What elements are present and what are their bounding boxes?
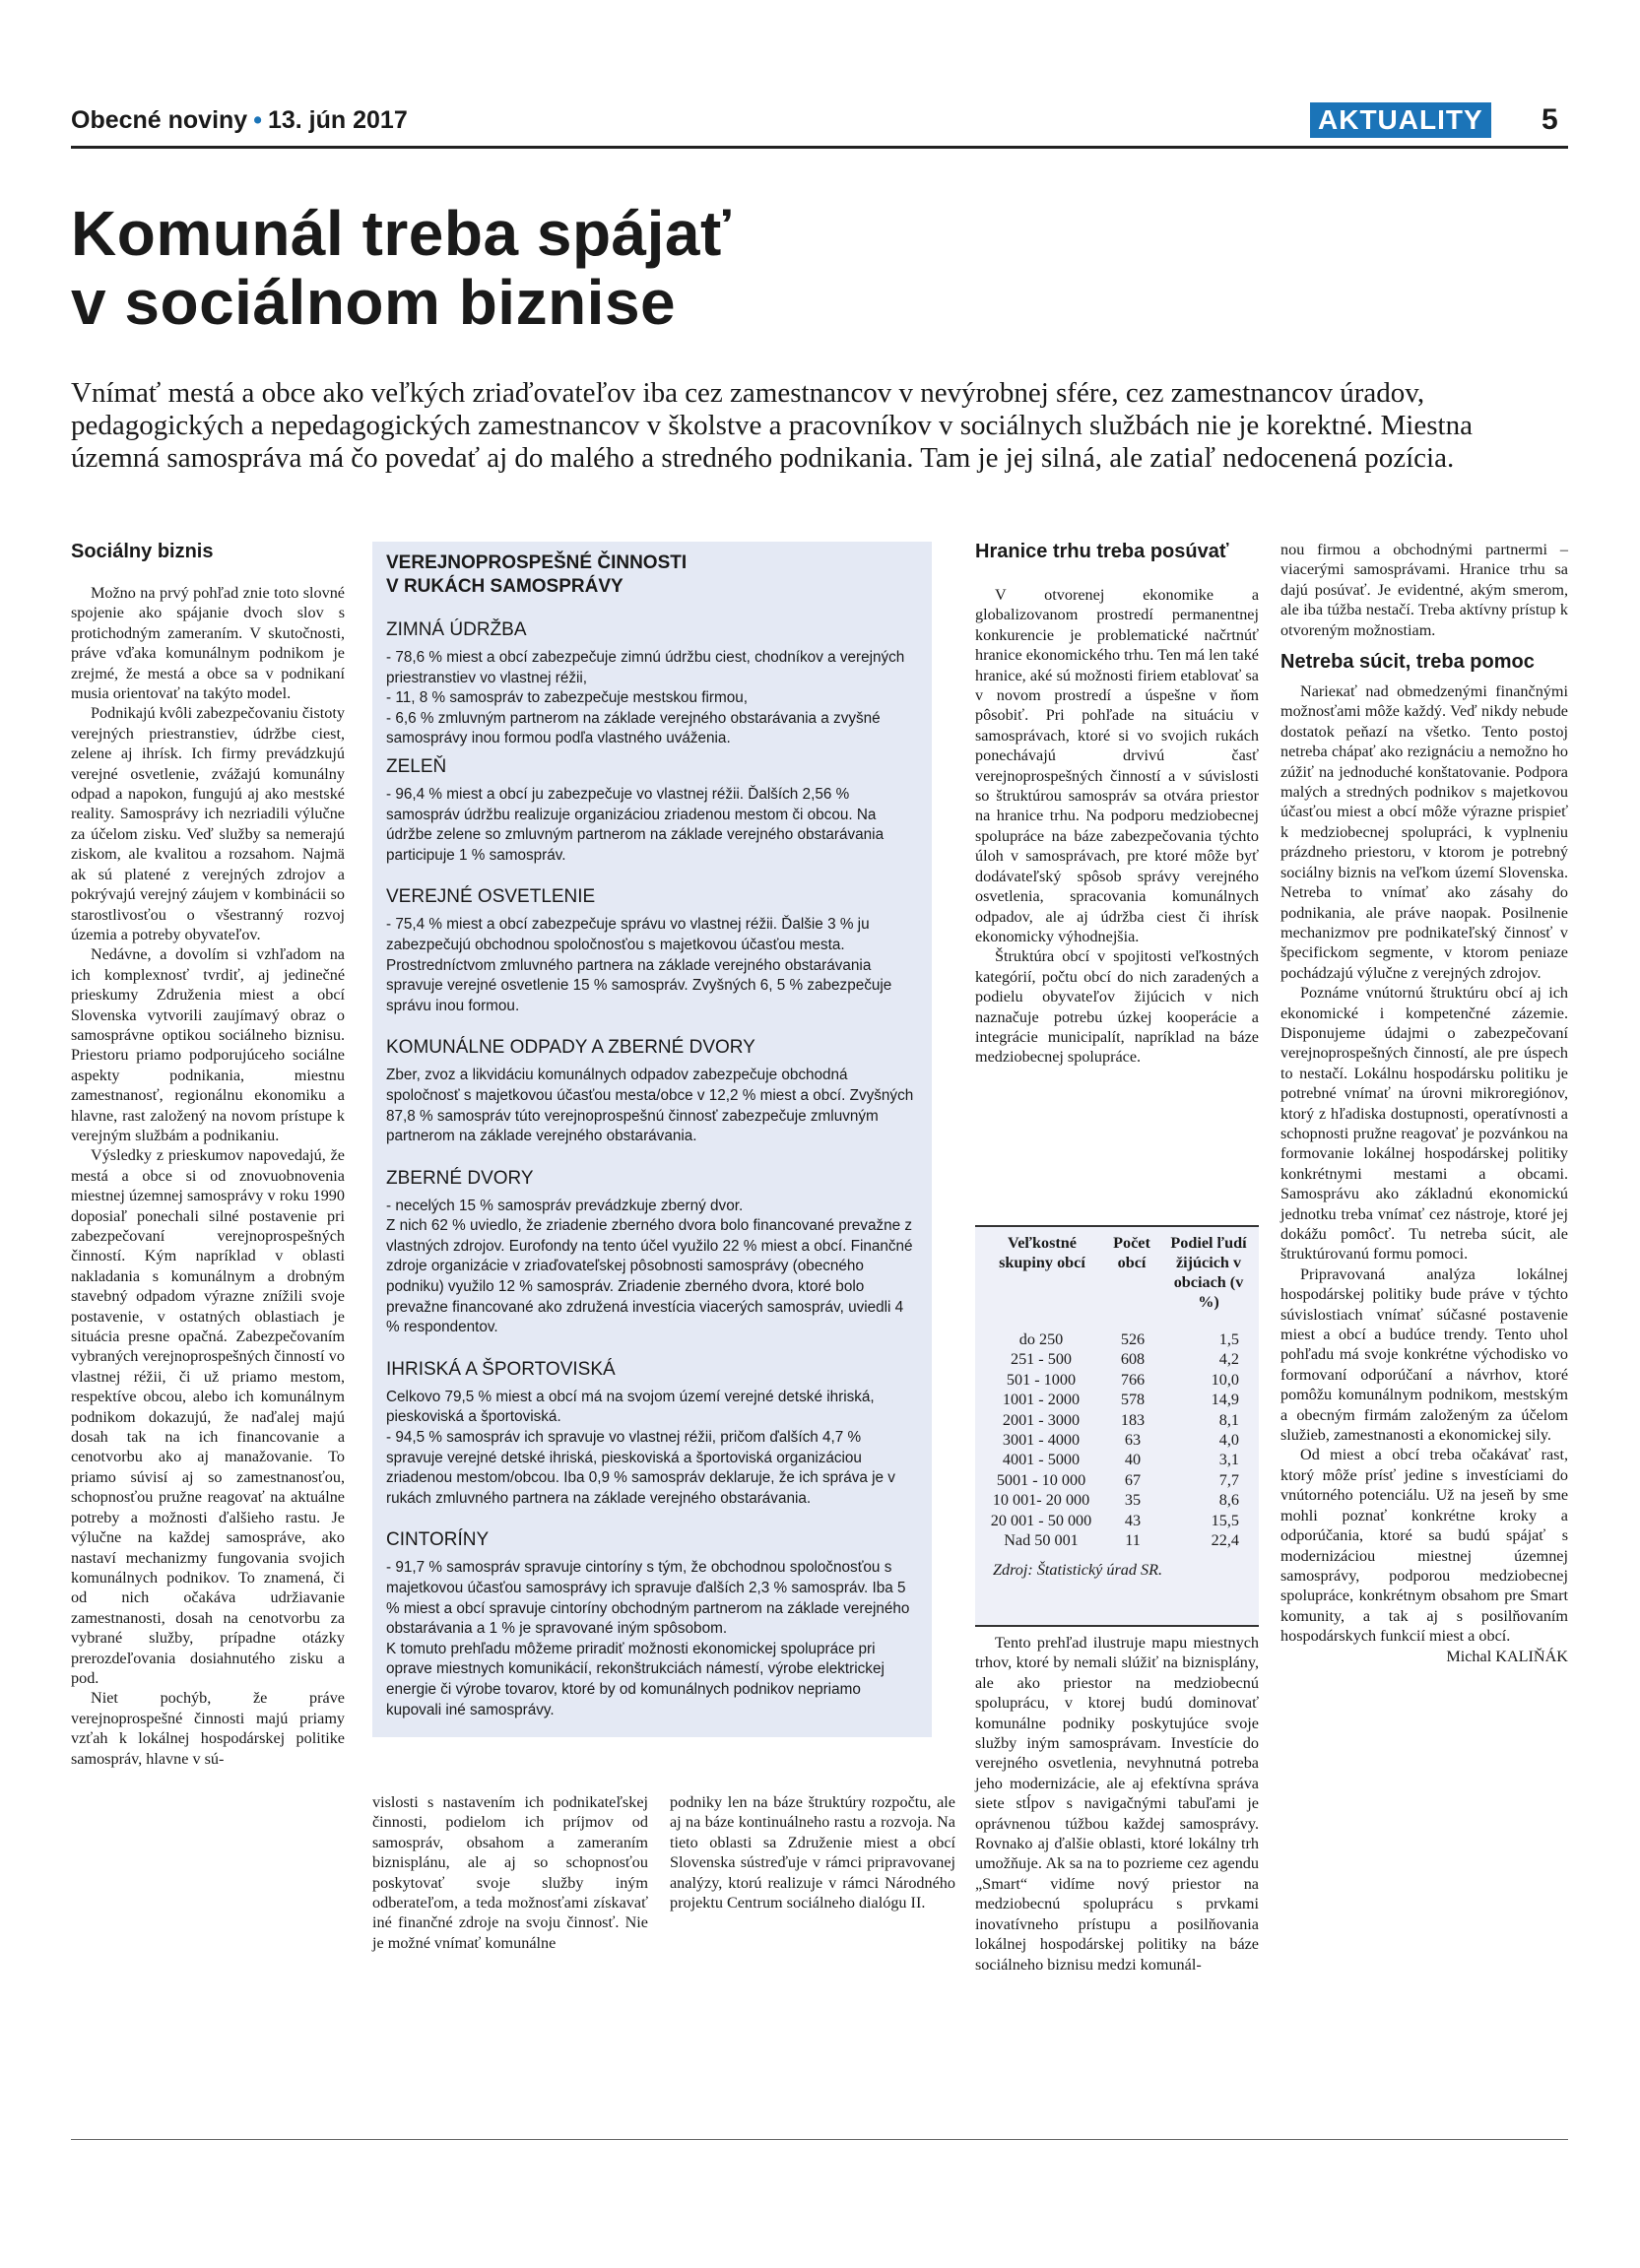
paragraph: Poznáme vnútornú štruktúru obcí aj ich ekonomické i kompetenčné zázemie. Disponujeme údajmi o zabezpečovaní verejnoprospešných činností, ale pre úspech to nestačí. Lokálnu hospodársku politiku je potrebné vnímať na úrovni mikroregiónov, ktorý z hľadiska dostupnosti, operatívnosti a schopnosti pružne reagovať je pozvánkou na formovanie lokálnej hospodárskej politiky konkrétnymi mestami a obcami. Samosprávu ako základnú ekonomickú jednotku treba vnímať cez nástroje, ktoré jej dokážu pomôcť. Tu netreba súcit, ale štruktúrovanú formu pomoci. [1280, 984, 1568, 1264]
box-section-title: IHRISKÁ A ŠPORTOVISKÁ [386, 1358, 616, 1380]
table-row [975, 1490, 1259, 1510]
table-cell: 4,2 [1218, 1350, 1239, 1369]
paragraph: Tento prehľad ilustruje mapu miestnych trhov, ktoré by nemali slúžiť na biznisplány, ale ako priestor na medziobecnú spoluprácu, v ktorej budú dominovať komunálne podniky poskytujúce svoje služby iným samosprávam. Investície do verejného osvetlenia, nevyhnutná potreba jeho modernizácie, ale aj efektívna správa siete stĺpov s navigačnými tabuľami je oprávnenou túžbou každej samosprávy. Rovnako aj ďalšie oblasti, ktoré lokálny trh umožňuje. Ak sa na to pozrieme cez agendu „Smart“ vidíme nový priestor na medziobecnú spoluprácu s prvkami inovatívneho prístupu a posilňovania lokálnej hospodárskej politiky na báze sociálneho biznisu medzi komunál- [975, 1634, 1259, 1974]
headline-line-1: Komunál treba spájať [71, 198, 732, 269]
table-header-cell: Podiel ľudí žijúcich v obciach (v %) [1170, 1234, 1247, 1311]
table-cell: 183 [1120, 1410, 1146, 1429]
paragraph: Podnikajú kvôli zabezpečovaniu čistoty verejných priestranstiev, údržbe ciest, zelene aj ihrísk. Ich firmy prevádzkujú verejné osvetlenie, zvážajú komunálny odpad a napokon, fungujú aj ako mestské reality. Samosprávy ich nezriadili výlučne za účelom zisku. Veď služby sa nemerajú ziskom, ale kvalitou a rozsahom. Najmä ak sú platené z verejných zdrojov a pokrývajú verejný záujem v kombinácii so starostlivosťou o všestranný rozvoj územia a potreby obyvateľov. [71, 704, 345, 943]
column-4-bottom [975, 1633, 1259, 1975]
table-source: Zdroj: Štatistický úrad SR. [993, 1561, 1163, 1580]
box-item: Z nich 62 % uviedlo, že zriadenie zberného dvora bolo financované prevažne z vlastných zdrojov. Eurofondy na tento účel využilo 22 % miest a obcí. Finančné zdroje organizácie v zriaďovateľskej pôsobnosti samosprávy (obecného podniku) využilo 12 % samospráv. Zriadenie zberného dvora, ktoré bolo prevažne financované ako združená investícia viacerých samospráv, uviedli 4 % respondentov. [386, 1217, 913, 1336]
subhead-socialny-biznis: Sociálny biznis [71, 541, 214, 562]
table-body [975, 1329, 1259, 1550]
table-cell: 10,0 [1211, 1370, 1239, 1389]
box-item: - 75,4 % miest a obcí zabezpečuje správu vo vlastnej réžii. Ďalšie 3 % ju zabezpečujú obchodnou spoločnosťou s majetkovou účasťou mesta. Prostredníctvom zmluvného partnera na základe verejného obstarávania spravuje verejné osvetlenie 15 % samospráv. Zvyšných 6, 5 % zabezpečuje správu inou formou. [386, 916, 892, 1014]
column-1 [71, 540, 345, 1769]
table-cell: 43 [1124, 1511, 1142, 1529]
column-2-bottom [372, 1792, 648, 1953]
subhead-netreba-sucit: Netreba súcit, treba pomoc [1280, 651, 1535, 674]
table-row [975, 1450, 1259, 1469]
paragraph: Niet pochýb, že práve verejnoprospešné činnosti majú priamy vzťah k lokálnej hospodárskej politike samospráv, hlavne v sú- [71, 1689, 345, 1768]
box-section-title: ZBERNÉ DVORY [386, 1167, 534, 1189]
box-item: K tomuto prehľadu môžeme priradiť možnosti ekonomickej spolupráce pri oprave miestnych komunikácií, rekonštrukciách námestí, výrobe elektrickej energie či výrobe tovarov, ktoré by od komunálnych podnikov nepriamo kupovali iné samosprávy. [386, 1640, 885, 1718]
table-row [975, 1530, 1259, 1550]
publication-name: Obecné noviny [71, 106, 248, 134]
box-item: - 11, 8 % samospráv to zabezpečuje mestskou firmou, [386, 689, 749, 707]
table-cell: 63 [1124, 1431, 1142, 1450]
box-item: Celkovo 79,5 % miest a obcí má na svojom území verejné detské ihriská, pieskoviská a športoviská. [386, 1388, 875, 1426]
info-box-title [386, 551, 920, 599]
table-cell: 766 [1120, 1370, 1146, 1389]
paragraph: Výsledky z prieskumov napovedajú, že mestá a obce si od znovuobnovenia miestnej územnej samosprávy v roku 1990 doposiaľ ponechali silné postavenie pri zabezpečovaní verejnoprospešných činností. Kým napríklad v oblasti nakladania s komunálnym a drobným stavebný odpadom výrazne znížili svoje postavenie, v ostatných oblastiach je situácia presne opačná. Zabezpečovaním vybraných verejnoprospešných činností vo vlastnej réžii, či už priamo mestom, respektíve obcou, alebo ich komunálnym podnikom dokazujú, že naďalej majú dosah tak na ich financovanie a cenotvorbu ako aj manažovanie. To priamo súvisí aj so zamestnanosťou, schopnosťou pružne reagovať na aktuálne potreby a možnosti ďalšieho rastu. Je výlučne na každej samospráve, ako nastaví mechanizmy fungovania svojich komunálnych podnikov. To znamená, či od nich očakáva udržiavanie zamestnanosti, dosah na cenotvorbu za vybrané služby, prípadne otázky prerozdeľovania dosiahnutého zisku a pod. [71, 1146, 345, 1687]
box-item: - necelých 15 % samospráv prevádzkuje zberný dvor. [386, 1197, 744, 1214]
paragraph: V otvorenej ekonomike a globalizovanom prostredí permanentnej konkurencie je problematické načrtnúť hranice ekonomického trhu. Ten má len také hranice, aké sú možnosti firiem etablovať sa v novom prostredí a úspešne v ňom pôsobiť. Pri pohľade na situáciu v samosprávach, ktoré si vo svojich rukách ponechávajú drvivú časť verejnoprospešných činností a v súvislosti so štruktúrou samospráv sa otvára priestor na hranice trhu. Na podporu medziobecnej spolupráce na báze zabezpečovania týchto úloh v samosprávach, pre ktoré môže byť dodávateľský spôsob správy verejného osvetlenia, spracovania komunálnych odpadov, ale aj údržba ciest či ihrísk ekonomicky výhodnejšia. [975, 586, 1259, 945]
table-cell: 1,5 [1218, 1330, 1239, 1348]
table-cell: 10 001- 20 000 [992, 1491, 1090, 1510]
table-cell: 251 - 500 [1010, 1350, 1073, 1369]
table-cell: 11 [1125, 1531, 1141, 1550]
headline-line-2: v sociálnom biznise [71, 267, 677, 338]
table-header-cell: Počet obcí [1113, 1234, 1150, 1271]
column-5 [1280, 540, 1568, 1666]
table-cell: 22,4 [1211, 1531, 1239, 1550]
table-row [975, 1390, 1259, 1409]
table-row [975, 1329, 1259, 1349]
table-row [975, 1430, 1259, 1450]
paragraph: Pripravovaná analýza lokálnej hospodárskej politiky bude práve v týchto súvislostiach vnímať súčasné postavenie miest a obcí a budúce trendy. Tento uhol pohľadu má svoje konkrétne východisko vo formovaní odporúčaní a návrhov, ktoré pomôžu komunálnym podnikom, mestským a obecným firmám založeným za účelom služieb, zamestnanosti a ekonomickej sily. [1280, 1264, 1568, 1445]
info-box-title-line-2: V RUKÁCH SAMOSPRÁVY [386, 576, 623, 597]
table-cell: 35 [1124, 1491, 1142, 1510]
table-cell: 578 [1120, 1391, 1146, 1409]
page-number: 5 [1542, 103, 1558, 136]
table-cell: 67 [1124, 1470, 1142, 1489]
table-row [975, 1349, 1259, 1369]
issue-date: 13. jún 2017 [267, 106, 408, 134]
paragraph: podniky len na báze štruktúry rozpočtu, ale aj na báze kontinuálneho rastu a rozvoja. Na tieto oblasti sa Združenie miest a obcí Slovenska sústreďuje v rámci pripravovanej analýzy, ktorú realizuje v rámci Národného projektu Centrum sociálneho dialógu II. [670, 1793, 955, 1912]
paragraph: Narieкať nad obmedzenými finančnými možnosťami môže každý. Veď nikdy nebude dostatok peňazí na všetko. Tento postoj netreba chápať ako rezignáciu a nemožno ho zúžiť na jednoduché konštatovanie. Podpora malých a stredných podnikov s majetkovou účasťou miest a obcí môže výrazne prispieť k medziobecnej spolupráci, k vyplneniu prázdneho priestoru, v ktorom je potrebný sociálny biznis na veľkom území Slovenska. Netreba to vnímať ako zásahy do podnikania, ale práve naopak. Posilnenie mechanizmov pre podnikateľský činnosť v špecifickom segmente, v ktorom peniaze pochádzajú výlučne z verejných zdrojov. [1280, 682, 1568, 982]
header-rule [71, 146, 1568, 149]
column-3-bottom [670, 1792, 955, 1912]
table-cell: 4,0 [1218, 1431, 1239, 1450]
column-4 [975, 540, 1259, 1068]
table-cell: 15,5 [1211, 1511, 1239, 1529]
table-cell: 3001 - 4000 [1002, 1431, 1081, 1450]
table-header [975, 1227, 1259, 1312]
table-cell: 14,9 [1211, 1391, 1239, 1409]
table-cell: do 250 [1018, 1330, 1064, 1348]
box-item: - 94,5 % samospráv ich spravuje vo vlastnej réžii, pričom ďalších 4,7 % spravuje verejné detské ihriská, pieskoviská a športoviská organizáciou zriadenou mestom/obcou. Iba 0,9 % samospráv deklaruje, že ich správa je v rukách zmluvného partnera na základe verejného obstarávania. [386, 1429, 895, 1507]
table-cell: 526 [1120, 1330, 1146, 1348]
box-section-title: KOMUNÁLNE ODPADY A ZBERNÉ DVORY [386, 1037, 755, 1059]
box-item: - 96,4 % miest a obcí ju zabezpečuje vo vlastnej réžii. Ďalších 2,56 % samospráv údržbu realizuje organizáciou zriadenou mestom či obcou. Na údržbe zelene so zmluvným partnerom na základe verejného obstarávania participuje 1 % samospráv. [386, 785, 885, 864]
article-headline [71, 199, 1351, 337]
box-item: - 6,6 % zmluvným partnerom na základe verejného obstarávania a zvyšné samosprávy inou formou podľa vlastného uváženia. [386, 709, 881, 747]
table-cell: 40 [1124, 1451, 1142, 1469]
table-row [975, 1410, 1259, 1430]
separator-dot: • [253, 106, 262, 134]
footer-rule [71, 2139, 1568, 2140]
table-cell: 608 [1120, 1350, 1146, 1369]
paragraph: nou firmou a obchodnými partnermi – viacerými samosprávami. Hranice trhu sa dajú posúvať. Je evidentné, akým smerom, ale iba túžba nestačí. Treba aktívny prístup k otvoreným možnostiam. [1280, 541, 1568, 639]
info-box-verejnoprospesne-cinnosti [372, 542, 932, 1737]
box-item: - 91,7 % samospráv spravuje cintoríny s tým, že obchodnou spoločnosťou s majetkovou účasťou samosprávy ich spravuje ďalších 2,3 % samospráv. Iba 5 % miest a obcí spravuje cintoríny obchodným partnerom na základe verejného obstarávania a 1 % je spravované iným spôsobom. [386, 1559, 910, 1638]
paragraph: Možno na prvý pohľad znie toto slovné spojenie ako spájanie dvoch slov s protichodným zameraním. V skutočnosti, práve vďaka komunálnym podnikom je zrejmé, že mestá a obce sa v podnikaní musia orientovať na takýto model. [71, 584, 345, 703]
table-cell: Nad 50 001 [1004, 1531, 1079, 1550]
subhead-hranice-trhu: Hranice trhu treba posúvať [975, 541, 1229, 562]
paragraph: Štruktúra obcí v spojitosti veľkostných kategórií, počtu obcí do nich zaradených a podielu obyvateľov žijúcich v nich naznačuje potrebu úzkej kooperácie a integrácie municipalít, napríklad na báze medziobecnej spolupráce. [975, 947, 1259, 1067]
box-section-title: ZELEŇ [386, 755, 447, 777]
municipality-size-table [975, 1225, 1259, 1627]
box-section-title: VEREJNÉ OSVETLENIE [386, 886, 596, 908]
table-cell: 1001 - 2000 [1002, 1391, 1081, 1409]
box-item: Zber, zvoz a likvidáciu komunálnych odpadov zabezpečuje obchodná spoločnosť s majetkovou účasťou mesta/obce v 12,2 % miest a obcí. Zvyšných 87,8 % samospráv túto verejnoprospešnú činnosť zabezpečuje zmluvným partnerom na základe verejného obstarávania. [386, 1067, 914, 1145]
masthead [71, 106, 408, 135]
box-section-title: CINTORÍNY [386, 1529, 490, 1551]
paragraph: vislosti s nastavením ich podnikateľskej činnosti, podielom ich príjmov od samospráv, obsahom a zameraním biznisplánu, ale aj so schopnosťou poskytovať svoje služby iným odberateľom, a teda možnosťami získavať iné finančné zdroje na svoju činnosť. Nie je možné vnímať komunálne [372, 1793, 648, 1952]
table-cell: 20 001 - 50 000 [990, 1511, 1092, 1529]
table-cell: 3,1 [1218, 1451, 1239, 1469]
table-header-cell: Veľkostné skupiny obcí [999, 1234, 1085, 1271]
table-cell: 5001 - 10 000 [996, 1470, 1086, 1489]
paragraph: Nedávne, a dovolím si vzhľadom na ich komplexnosť tvrdiť, aj jedinečné prieskumy Združenia miest a obcí Slovenska vytvorili zaujímavý obraz o samosprávne optikou sociálneho biznisu. Priestoru priamo podporujúceho sociálne aspekty podnikania, miestnu zamestnanosť, regionálnu ekonomiku a hlavne, rast založený na novom prístupe k verejným službám a podnikaniu. [71, 945, 345, 1144]
table-row [975, 1370, 1259, 1390]
article-lead: Vnímať mestá a obce ako veľkých zriaďovateľov iba cez zamestnancov v nevýrobnej sfére, cez zamestnancov úradov, pedagogických a nepedagogických zamestnancov v školstve a pracovníkov v sociálnych službách nie je korektné. Miestna územná samospráva má čo povedať aj do malého a stredného podnikania. Tam je jej silná, ale zatiaľ nedocenená pozícia. [71, 377, 1473, 474]
table-cell: 8,6 [1218, 1491, 1239, 1510]
box-item: - 78,6 % miest a obcí zabezpečuje zimnú údržbu ciest, chodníkov a verejných priestranstiev vo vlastnej réžii, [386, 649, 905, 686]
paragraph: Od miest a obcí treba očakávať rast, ktorý môže prísť jedine s investíciami do vnútorného potenciálu. Už na jeseň by sme mohli poznať konkrétne kroky a odporúčania, ktoré sa budú spájať s modernizáciou miestnej územnej samosprávy, podporou medziobecnej spolupráce, konkrétnym obsahom pre Smart komunity, a tak aj s posilňovaním hospodárskych funkcií miest a obcí. [1280, 1446, 1568, 1646]
table-cell: 2001 - 3000 [1002, 1410, 1081, 1429]
section-tag: AKTUALITY [1310, 102, 1491, 138]
table-cell: 501 - 1000 [1006, 1370, 1077, 1389]
table-cell: 4001 - 5000 [1002, 1451, 1081, 1469]
box-section-title: ZIMNÁ ÚDRŽBA [386, 619, 527, 640]
table-cell: 7,7 [1218, 1470, 1239, 1489]
table-cell: 8,1 [1218, 1410, 1239, 1429]
table-row [975, 1511, 1259, 1530]
info-box-title-line-1: VEREJNOPROSPEŠNÉ ČINNOSTI [386, 552, 688, 573]
author-signature: Michal KALIŇÁK [1446, 1647, 1568, 1665]
table-row [975, 1470, 1259, 1490]
